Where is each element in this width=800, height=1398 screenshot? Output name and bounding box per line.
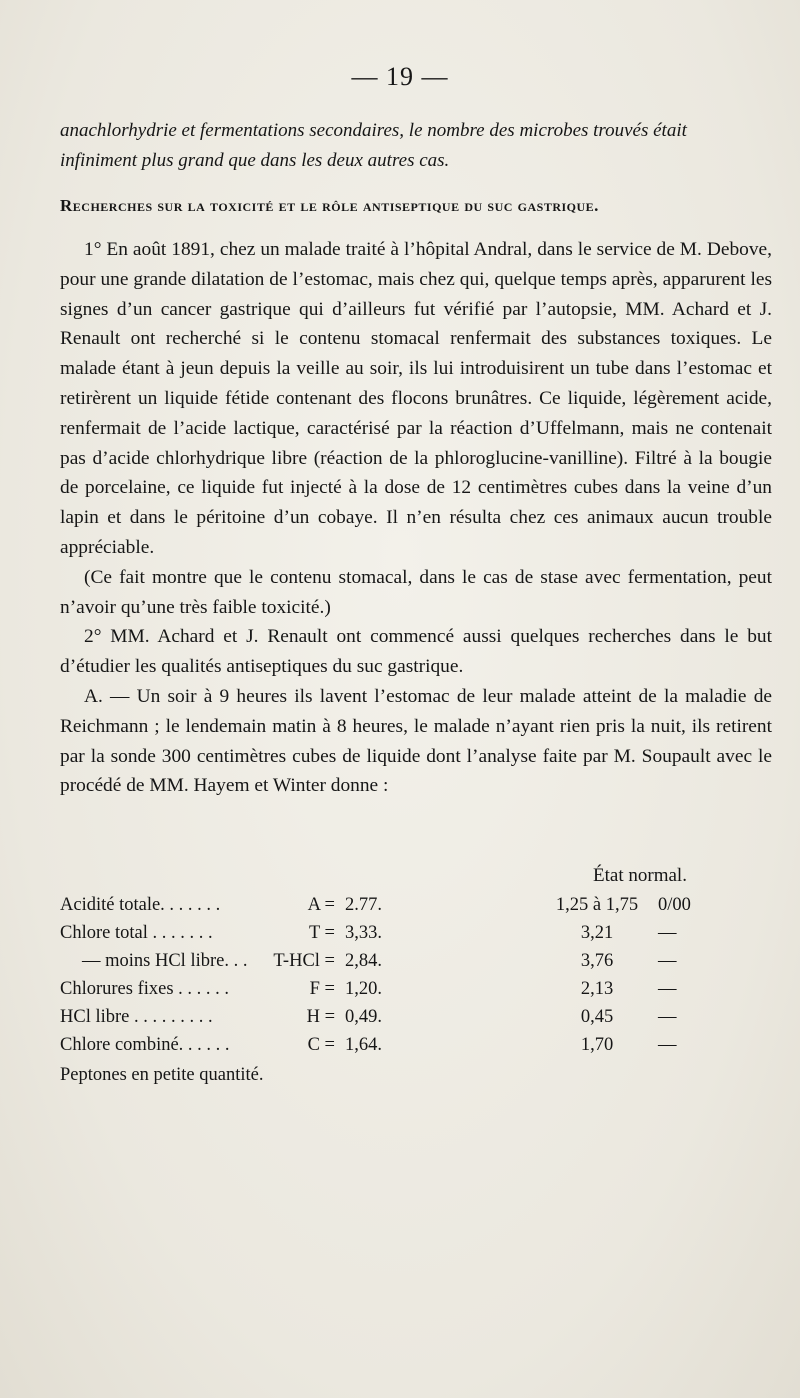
section-heading: Recherches sur la toxicité et le rôle antiseptique du suc gastrique.: [60, 196, 599, 215]
row-symbol: F =: [309, 979, 335, 999]
row-symbol: H =: [306, 1007, 335, 1027]
row-value: 2.77.: [345, 895, 382, 915]
row-normal-value: 2,13: [580, 979, 614, 999]
row-unit: —: [658, 923, 677, 943]
row-label: — moins HCl libre. . .: [82, 951, 248, 971]
table-row: [60, 948, 780, 976]
table-row: [60, 920, 780, 948]
paragraph-4: A. — Un soir à 9 heures ils lavent l’estomac de leur malade atteint de la maladie de Reichmann ; le lendemain matin à 8 heures, le malade n’ayant rien pris la nuit, ils retirent par la sonde 300 centimètres cubes de liquide dont l’analyse faite par M. Soupault avec le procédé de MM. Hayem et Winter donne :: [60, 685, 772, 797]
row-value: 1,64.: [345, 1035, 382, 1055]
row-label: Chlore total . . . . . . .: [60, 923, 213, 943]
row-normal-value: 1,70: [580, 1035, 614, 1055]
table-row: [60, 892, 780, 920]
paragraph-3: 2° MM. Achard et J. Renault ont commencé aussi quelques recherches dans le but d’étudier les qualités antiseptiques du suc gastrique.: [60, 626, 772, 678]
row-value: 3,33.: [345, 923, 382, 943]
row-unit: —: [658, 979, 677, 999]
row-value: 0,49.: [345, 1007, 382, 1027]
row-unit: —: [658, 1035, 677, 1055]
paragraph-2: (Ce fait montre que le contenu stomacal, dans le cas de stase avec fermentation, peut n’avoir qu’une très faible toxicité.): [60, 566, 772, 618]
row-normal-value: 3,21: [580, 923, 614, 943]
row-normal-value: 3,76: [580, 951, 614, 971]
page-number: — 19 —: [351, 62, 449, 91]
row-label: Acidité totale. . . . . . .: [60, 895, 221, 915]
table-row: [60, 1032, 780, 1060]
row-symbol: C =: [307, 1035, 335, 1055]
row-label: Chlorures fixes . . . . . .: [60, 979, 230, 999]
row-symbol: T-HCl =: [273, 951, 335, 971]
row-symbol: A =: [307, 895, 335, 915]
row-normal-value: 0,45: [580, 1007, 614, 1027]
body-text: [60, 235, 772, 801]
table-row: [60, 976, 780, 1004]
row-label: HCl libre . . . . . . . . .: [60, 1007, 213, 1027]
table-row: [60, 1004, 780, 1032]
row-value: 2,84.: [345, 951, 382, 971]
intro-paragraph: anachlorhydrie et fermentations secondaires, le nombre des microbes trouvés était infiniment plus grand que dans les deux autres cas.: [60, 120, 687, 171]
row-unit: —: [658, 951, 677, 971]
row-value: 1,20.: [345, 979, 382, 999]
table-footer-note: Peptones en petite quantité.: [60, 1065, 264, 1085]
row-symbol: T =: [308, 923, 335, 943]
normal-state-header: État normal.: [593, 865, 687, 886]
row-unit: —: [658, 1007, 677, 1027]
row-normal-value: 1,25 à 1,75: [555, 895, 639, 915]
row-label: Chlore combiné. . . . . .: [60, 1035, 230, 1055]
row-unit: 0/00: [658, 895, 691, 915]
paragraph-1: 1° En août 1891, chez un malade traité à l’hôpital Andral, dans le service de M. Debove, pour une grande dilatation de l’estomac, mais chez qui, quelque temps après, apparurent les signes d’un cancer gastrique qui d’ailleurs fut vérifié par l’autopsie, MM. Achard et J. Renault ont recherché si le contenu stomacal renfermait des substances toxiques. Le malade étant à jeun depuis la veille au soir, ils lui introduisirent un tube dans l’estomac et retirèrent un liquide fétide contenant des flocons brunâtres. Ce liquide, légèrement acide, renfermait de l’acide lactique, caractérisé par la réaction d’Uffelmann, mais ne contenait pas d’acide chlorhydrique libre (réaction de la phloroglucine-vanilline). Filtré à la bougie de porcelaine, ce liquide fut injecté à la dose de 12 centimètres cubes dans la veine d’un lapin et dans le péritoine d’un cobaye. Il n’en résulta chez ces animaux aucun trouble appréciable.: [60, 239, 772, 558]
